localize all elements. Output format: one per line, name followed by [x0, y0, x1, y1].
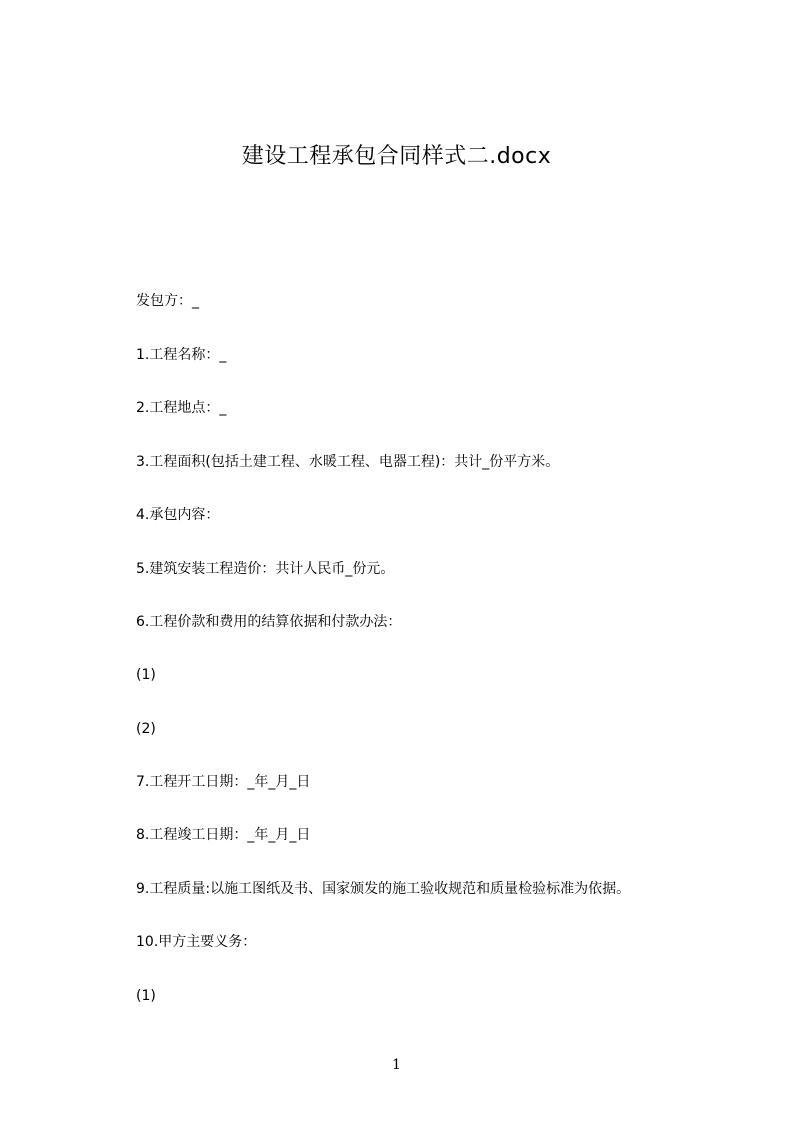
line-contract-scope: 4.承包内容： [136, 507, 220, 523]
document-title: 建设工程承包合同样式二.docx [241, 144, 552, 169]
line-payment-terms: 6.工程价款和费用的结算依据和付款办法： [136, 614, 402, 630]
line-project-location: 2.工程地点：_ [136, 400, 227, 416]
line-payment-item-1: (1) [136, 667, 156, 683]
line-start-date: 7.工程开工日期：_年_月_日 [136, 774, 311, 790]
line-payment-item-2: (2) [136, 721, 156, 737]
line-quality: 9.工程质量:以施工图纸及书、国家颁发的施工验收规范和质量检验标准为依据。 [136, 881, 631, 897]
page-number: 1 [392, 1057, 401, 1073]
line-party-a-obligations: 10.甲方主要义务： [136, 934, 257, 950]
line-project-name: 1.工程名称：_ [136, 347, 227, 363]
line-construction-cost: 5.建筑安装工程造价：共计人民币_份元。 [136, 561, 395, 577]
line-project-area: 3.工程面积(包括土建工程、水暖工程、电器工程)：共计_份平方米。 [136, 454, 560, 470]
line-obligation-item-1: (1) [136, 988, 156, 1004]
line-employer: 发包方：_ [136, 293, 199, 309]
line-completion-date: 8.工程竣工日期：_年_月_日 [136, 827, 311, 843]
